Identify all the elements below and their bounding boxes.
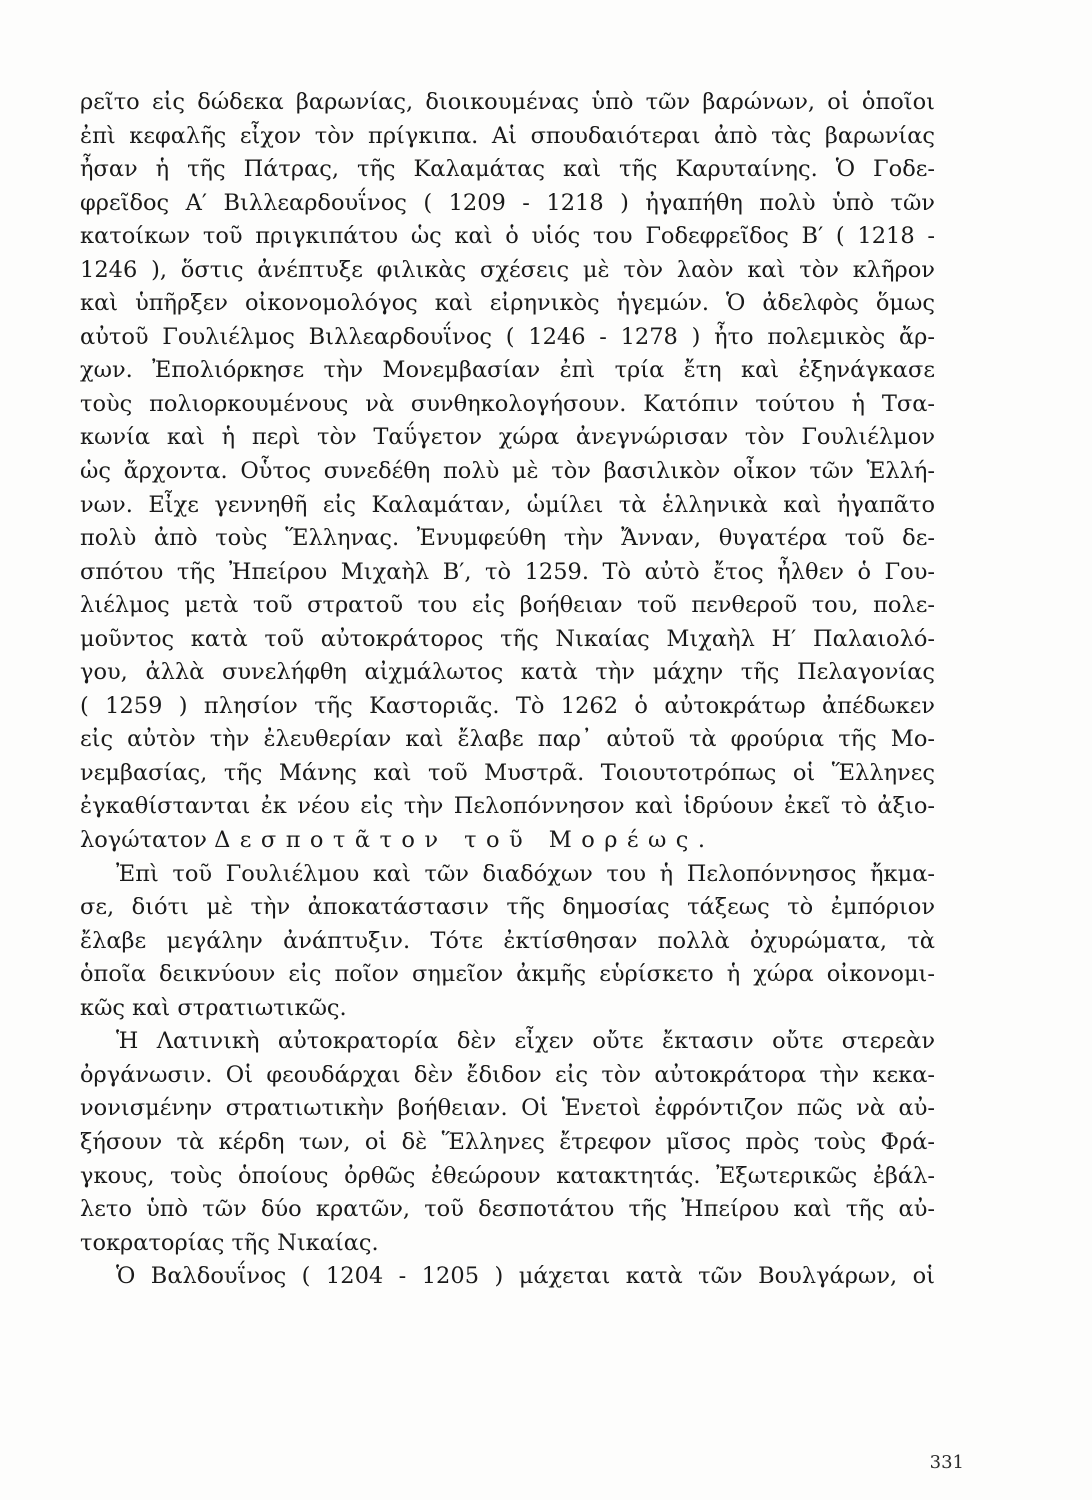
page-number: 331 bbox=[929, 1452, 964, 1473]
text-line: ( 1259 ) πλησίον τῆς Καστοριᾶς. Τὸ 1262 ὁ αὐτοκράτωρ ἀπέδωκεν bbox=[80, 692, 935, 719]
body-text bbox=[80, 86, 935, 1294]
text-line: νων. Εἶχε γεννηθῆ εἰς Καλαμάταν, ὡμίλει τὰ ἑλληνικὰ καὶ ἠγαπᾶτο bbox=[80, 491, 935, 518]
final-line-suffix: . bbox=[697, 827, 705, 854]
text-line: γκους, τοὺς ὁποίους ὀρθῶς ἐθεώρουν κατακτητάς. Ἐξωτερικῶς ἐβάλ- bbox=[80, 1162, 935, 1189]
text-line: κατοίκων τοῦ πριγκιπάτου ὡς καὶ ὁ υἱός του Γοδεφρεῖδος Β′ ( 1218 - bbox=[80, 223, 935, 250]
text-line: ἐπὶ κεφαλῆς εἶχον τὸν πρίγκιπα. Αἱ σπουδαιότεραι ἀπὸ τὰς βαρωνίας bbox=[80, 122, 935, 149]
text-line: Ὁ Βαλδουΐνος ( 1204 - 1205 ) μάχεται κατὰ τῶν Βουλγάρων, οἱ bbox=[116, 1263, 935, 1290]
text-line: κωνία καὶ ἡ περὶ τὸν Ταΰγετον χώρα ἀνεγνώρισαν τὸν Γουλιέλμον bbox=[80, 424, 935, 451]
text-line: ξήσουν τὰ κέρδη των, οἱ δὲ Ἕλληνες ἔτρεφον μῖσος πρὸς τοὺς Φρά- bbox=[80, 1128, 935, 1155]
text-line: ὡς ἄρχοντα. Οὗτος συνεδέθη πολὺ μὲ τὸν βασιλικὸν οἶκον τῶν Ἑλλή- bbox=[80, 458, 935, 485]
text-line: νεμβασίας, τῆς Μάνης καὶ τοῦ Μυστρᾶ. Τοιουτοτρόπως οἱ Ἕλληνες bbox=[80, 759, 935, 786]
text-line: μοῦντος κατὰ τοῦ αὐτοκράτορος τῆς Νικαίας Μιχαὴλ Η′ Παλαιολό- bbox=[80, 625, 935, 652]
text-line: φρεῖδος Α′ Βιλλεαρδουΐνος ( 1209 - 1218 ) ἠγαπήθη πολὺ ὑπὸ τῶν bbox=[80, 189, 935, 216]
text-line: σε, διότι μὲ τὴν ἀποκατάστασιν τῆς δημοσίας τάξεως τὸ ἐμπόριον bbox=[80, 894, 935, 921]
text-line: Ἐπὶ τοῦ Γουλιέλμου καὶ τῶν διαδόχων του ἡ Πελοπόννησος ἤκμα- bbox=[116, 860, 935, 887]
text-line: σπότου τῆς Ἠπείρου Μιχαὴλ Β′, τὸ 1259. Τὸ αὐτὸ ἔτος ἦλθεν ὁ Γου- bbox=[80, 558, 935, 585]
text-line: ὁποῖα δεικνύουν εἰς ποῖον σημεῖον ἀκμῆς εὑρίσκετο ἡ χώρα οἰκονομι- bbox=[80, 961, 935, 988]
text-line-final bbox=[80, 824, 935, 858]
final-line-prefix: λογώτατον bbox=[80, 827, 215, 854]
text-line: λετο ὑπὸ τῶν δύο κρατῶν, τοῦ δεσποτάτου τῆς Ἠπείρου καὶ τῆς αὐ- bbox=[80, 1196, 935, 1223]
text-line: αὐτοῦ Γουλιέλμος Βιλλεαρδουΐνος ( 1246 - 1278 ) ἦτο πολεμικὸς ἄρ- bbox=[80, 323, 935, 350]
text-line: λιέλμος μετὰ τοῦ στρατοῦ του εἰς βοήθειαν τοῦ πενθεροῦ του, πολε- bbox=[80, 592, 935, 619]
text-line: 1246 ), ὅστις ἀνέπτυξε φιλικὰς σχέσεις μὲ τὸν λαὸν καὶ τὸν κλῆρον bbox=[80, 256, 935, 283]
paragraph-1 bbox=[80, 86, 935, 858]
text-line: καὶ ὑπῆρξεν οἰκονομολόγος καὶ εἰρηνικὸς ἡγεμών. Ὁ ἀδελφὸς ὅμως bbox=[80, 290, 935, 317]
text-line: τοκρατορίας τῆς Νικαίας. bbox=[80, 1229, 379, 1256]
paragraph-3 bbox=[80, 1025, 935, 1260]
text-line: ρεῖτο εἰς δώδεκα βαρωνίας, διοικουμένας ὑπὸ τῶν βαρώνων, οἱ ὁποῖοι bbox=[80, 89, 935, 115]
text-line: κῶς καὶ στρατιωτικῶς. bbox=[80, 994, 347, 1021]
text-line: ἐγκαθίστανται ἐκ νέου εἰς τὴν Πελοπόννησον καὶ ἱδρύουν ἐκεῖ τὸ ἀξιο- bbox=[80, 793, 935, 820]
text-line: ἦσαν ἡ τῆς Πάτρας, τῆς Καλαμάτας καὶ τῆς Καρυταίνης. Ὁ Γοδε- bbox=[80, 156, 935, 183]
text-line: πολὺ ἀπὸ τοὺς Ἕλληνας. Ἐνυμφεύθη τὴν Ἄνναν, θυγατέρα τοῦ δε- bbox=[80, 525, 935, 552]
text-line: νονισμένην στρατιωτικὴν βοήθειαν. Οἱ Ἑνετοὶ ἐφρόντιζον πῶς νὰ αὐ- bbox=[80, 1095, 935, 1122]
text-line: ἔλαβε μεγάλην ἀνάπτυξιν. Τότε ἐκτίσθησαν πολλὰ ὀχυρώματα, τὰ bbox=[80, 927, 935, 954]
paragraph-4 bbox=[80, 1260, 935, 1294]
text-line: ὀργάνωσιν. Οἱ φεουδάρχαι δὲν ἔδιδον εἰς τὸν αὐτοκράτορα τὴν κεκα- bbox=[80, 1061, 935, 1088]
text-line: Ἡ Λατινικὴ αὐτοκρατορία δὲν εἶχεν οὔτε ἔκτασιν οὔτε στερεὰν bbox=[116, 1028, 935, 1055]
text-line: εἰς αὐτὸν τὴν ἐλευθερίαν καὶ ἔλαβε παρ᾽ αὐτοῦ τὰ φρούρια τῆς Μο- bbox=[80, 726, 935, 753]
spaced-emphasis-title: Δεσποτᾶτον τοῦ Μορέως bbox=[214, 827, 698, 854]
text-line: τοὺς πολιορκουμένους νὰ συνθηκολογήσουν. Κατόπιν τούτου ἡ Τσα- bbox=[80, 390, 935, 417]
text-line: γου, ἀλλὰ συνελήφθη αἰχμάλωτος κατὰ τὴν μάχην τῆς Πελαγονίας bbox=[80, 659, 935, 686]
paragraph-2 bbox=[80, 858, 935, 1026]
text-line: χων. Ἐπολιόρκησε τὴν Μονεμβασίαν ἐπὶ τρία ἔτη καὶ ἐξηνάγκασε bbox=[80, 357, 935, 384]
